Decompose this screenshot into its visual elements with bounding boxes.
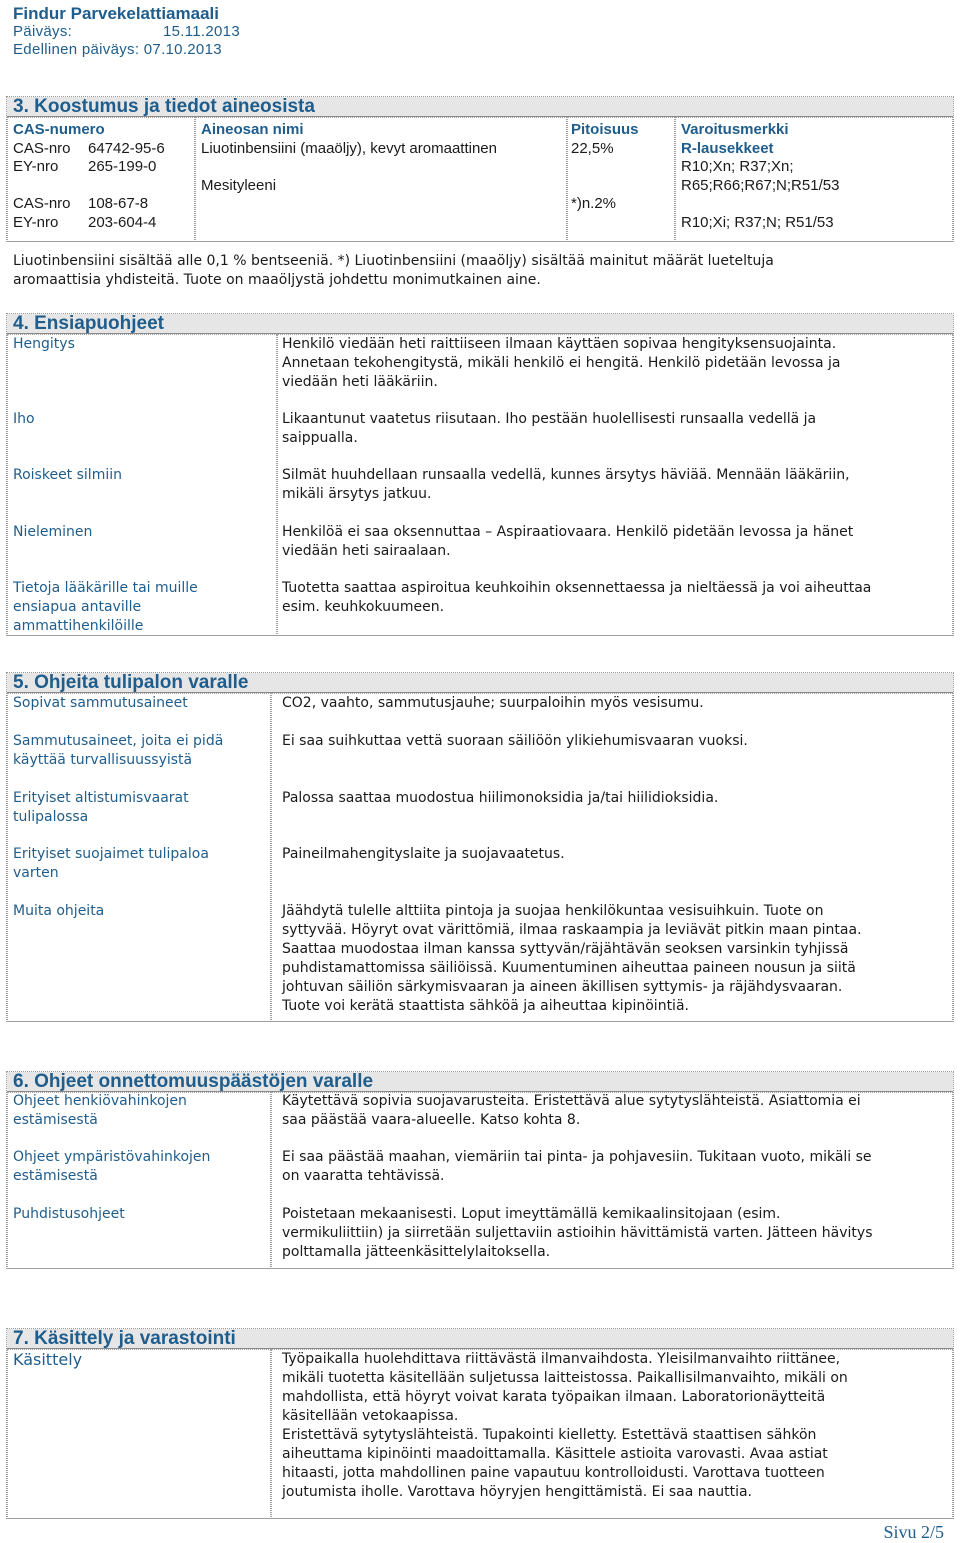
label-tietoja-laakarille [13,579,198,636]
label-line: Sopivat sammutusaineet [13,695,188,711]
text-line: käsitellään vetokaapissa. [282,1408,459,1424]
text-line: Silmät huuhdellaan runsaalla vedellä, kunnes ärsytys häviää. Mennään lääkäriin, [282,467,850,483]
text-line: aiheuttama kipinöinti maadoittamalla. Käsittele astioita varovasti. Avaa astiat [282,1446,828,1462]
text-line: esim. keuhkokuumeen. [282,599,445,615]
label-suojaimet [13,845,209,883]
cas-label: CAS-nro [13,195,71,212]
ey-label: EY-nro [13,213,59,231]
text-line: Likaantunut vaatetus riisutaan. Iho pestään huolellisesti runsaalla vedellä ja [282,411,817,427]
cas-label: CAS-nro [13,139,71,157]
label-altistumisvaarat [13,789,189,827]
col-name-header: Aineosan nimi [201,121,304,138]
cas-number: 64742-95-6 [88,139,165,157]
text-line: Tuotetta saattaa aspiroitua keuhkoihin oksennettaessa ja nieltäessä ja voi aiheuttaa [282,580,872,596]
text-muita-ohjeita [282,902,862,1016]
text-henkilovahingot [282,1092,861,1130]
text-line: Poistetaan mekaanisesti. Loput imeyttämällä kemikaalinsitojaan (esim. [282,1206,781,1222]
text-line: mikäli tuotetta käsitellään suljetussa laitteistossa. Paikallisilmanvaihto, mikäli on [282,1370,848,1386]
text-line: puhdistamattomissa säiliöissä. Kuumentuminen aiheuttaa paineen nousun ja siitä [282,960,856,976]
date-value: 15.11.2013 [163,23,240,40]
text-line: johtuvan säiliön särkymisvaaran ja aineen äkillisen syttymis- ja räjähdysvaaran. [282,979,843,995]
label-line: käyttää turvallisuussyistä [13,752,193,768]
text-line: CO2, vaahto, sammutusjauhe; suurpaloihin myös vesisumu. [282,695,704,711]
text-line: Annetaan tekohengitystä, mikäli henkilö ei hengitä. Henkilö pidetään levossa ja [282,355,841,371]
date-label: Päiväys: [13,23,73,40]
text-line: Henkilöä ei saa oksennuttaa – Aspiraatiovaara. Henkilö pidetään levossa ja hänet [282,524,854,540]
ingredient-name: Liuotinbensiini (maaöljy), kevyt aromaattinen [201,139,497,157]
label-henkilovahingot [13,1092,187,1130]
label-line: Erityiset suojaimet tulipaloa [13,846,209,862]
label-line: tulipalossa [13,809,89,825]
text-line: polttamalla jätteenkäsittelylaitoksella. [282,1244,551,1260]
section-5-title: 5. Ohjeita tulipalon varalle [7,673,953,693]
text-line: viedään heti sairaalaan. [282,543,451,559]
label-kielletyt-sammutusaineet [13,732,223,770]
name-block [201,121,497,195]
label-ymparistovahingot [13,1148,210,1186]
text-sopivat-sammutusaineet [282,694,704,713]
label-muita-ohjeita [13,902,104,921]
text-roiskeet-silmiin [282,466,850,504]
label-puhdistusohjeet [13,1205,125,1224]
label-line: Ohjeet henkiövahinkojen [13,1093,187,1109]
text-line: joutumista iholle. Varottava höyryjen hengittämistä. Ei saa nauttia. [282,1484,752,1500]
text-line: Tuote voi kerätä staattista sähköä ja aiheuttaa kipinöintiä. [282,998,689,1014]
text-line: Palossa saattaa muodostua hiilimonoksidia ja/tai hiilidioksidia. [282,790,719,806]
text-line: hitaasti, jotta mahdollinen paine vapautuu kontrolloidusti. Varottava tuotteen [282,1465,825,1481]
conc-block [571,121,639,214]
label-line: Muita ohjeita [13,903,105,919]
label-line: estämisestä [13,1168,98,1184]
text-line: syttyvää. Höyryt ovat värittömiä, ilmaa raskaampia ja leviävät pitkin maan pintaa. [282,922,862,938]
labels-column [7,1349,271,1519]
label-line: Sammutusaineet, joita ei pidä [13,733,224,749]
text-tietoja-laakarille [282,579,871,617]
ey-label: EY-nro [13,158,59,175]
section-3 [6,96,954,242]
text-ymparistovahingot [282,1148,872,1186]
text-line: mikäli ärsytys jatkuu. [282,486,432,502]
text-line: mahdollista, että höyryt voivat karata työpaikan ilmaan. Laboratorionäytteitä [282,1389,826,1405]
label-line: varten [13,865,59,881]
cas-block [13,121,165,232]
page-number: Sivu 2/5 [883,1522,944,1542]
note-line: aromaattisia yhdisteitä. Tuote on maaöljystä johdettu monimutkainen aine. [13,272,541,288]
text-line: on vaaratta tehtävissä. [282,1168,445,1184]
label-kasittely: Käsittely [13,1350,83,1369]
section-3-title: 3. Koostumus ja tiedot aineosista [7,97,953,117]
label-line: estämisestä [13,1112,98,1128]
text-line: saa päästää vaara-alueelle. Katso kohta 8. [282,1112,581,1128]
col-cas-header: CAS-numero [13,121,105,138]
text-hengitys [282,335,840,392]
text-line: vermikuliittiin) ja siirretään suljettaviin astioihin hävittämistä varten. Jätteen hävitys [282,1225,873,1241]
text-line: Paineilmahengityslaite ja suojavaatetus. [282,846,565,862]
label-line: Tietoja lääkärille tai muille [13,580,198,596]
section-7-title: 7. Käsittely ja varastointi [7,1329,953,1349]
text-line: Käytettävä sopivia suojavarusteita. Eristettävä alue sytytyslähteistä. Asiattomia ei [282,1093,861,1109]
text-altistumisvaarat [282,789,718,808]
ingredient-name: Mesityleeni [201,176,277,194]
text-line: saippualla. [282,430,358,446]
note-line: Liuotinbensiini sisältää alle 0,1 % bentseeniä. *) Liuotinbensiini (maaöljy) sisältää mainitut määrät lueteltuja [13,253,774,269]
col-r-header: R-lausekkeet [681,139,774,157]
prev-date-label: Edellinen päiväys: [13,41,140,58]
text-line: viedään heti lääkäriin. [282,374,438,390]
text-line: Ei saa päästää maahan, viemäriin tai pinta- ja pohjavesiin. Tukitaan vuoto, mikäli se [282,1149,872,1165]
label-hengitys: Hengitys [13,336,75,352]
concentration: 22,5% [571,139,614,157]
label-line: ensiapua antaville [13,599,142,615]
ey-number: 265-199-0 [88,158,157,175]
label-line: ammattihenkilöille [13,618,144,634]
r-phrases: R10;Xn; R37;Xn; [681,158,794,175]
text-kielletyt-sammutusaineet [282,732,748,751]
prev-date-value: 07.10.2013 [143,41,222,58]
label-iho: Iho [13,411,35,427]
warn-block [681,121,839,232]
text-line: Henkilö viedään heti raittiiseen ilmaan käyttäen sopivaa hengityksensuojainta. [282,336,837,352]
text-line: Jäähdytä tulelle alttiita pintoja ja suojaa henkilökuntaa vesisuihkuin. Tuote on [282,903,824,919]
section-6-title: 6. Ohjeet onnettomuuspäästöjen varalle [7,1072,953,1092]
ey-number: 203-604-4 [88,213,157,231]
product-name: Findur Parvekelattiamaali [13,4,219,23]
col-warn-header: Varoitusmerkki [681,121,789,138]
text-line: Työpaikalla huolehdittava riittävästä ilmanvaihdosta. Yleisilmanvaihto riittänee, [282,1351,841,1367]
text-puhdistusohjeet [282,1205,872,1262]
label-roiskeet-silmiin: Roiskeet silmiin [13,467,122,483]
section-4-title: 4. Ensiapuohjeet [7,314,953,334]
r-phrases: R65;R66;R67;N;R51/53 [681,176,840,194]
concentration: *)n.2% [571,195,617,212]
text-iho [282,410,816,448]
r-phrases: R10;Xi; R37;N; R51/53 [681,213,834,231]
label-line: Erityiset altistumisvaarat [13,790,189,806]
text-suojaimet [282,845,565,864]
text-kasittely [282,1350,848,1502]
text-line: Eristettävä sytytyslähteistä. Tupakointi kielletty. Estettävä staattisen sähkön [282,1427,817,1443]
text-nieleminen [282,523,853,561]
section-3-notes [13,252,774,290]
text-line: Saattaa muodostaa ilman kanssa syttyvän/räjähtävän seoksen varsinkin tyhjissä [282,941,849,957]
document-header [13,4,240,59]
label-line: Ohjeet ympäristövahinkojen [13,1149,211,1165]
label-sopivat-sammutusaineet [13,694,188,713]
label-nieleminen: Nieleminen [13,524,93,540]
col-conc-header: Pitoisuus [571,121,639,138]
label-line: Puhdistusohjeet [13,1206,125,1222]
cas-number: 108-67-8 [88,195,149,212]
text-line: Ei saa suihkuttaa vettä suoraan säiliöön ylikiehumisvaaran vuoksi. [282,733,748,749]
